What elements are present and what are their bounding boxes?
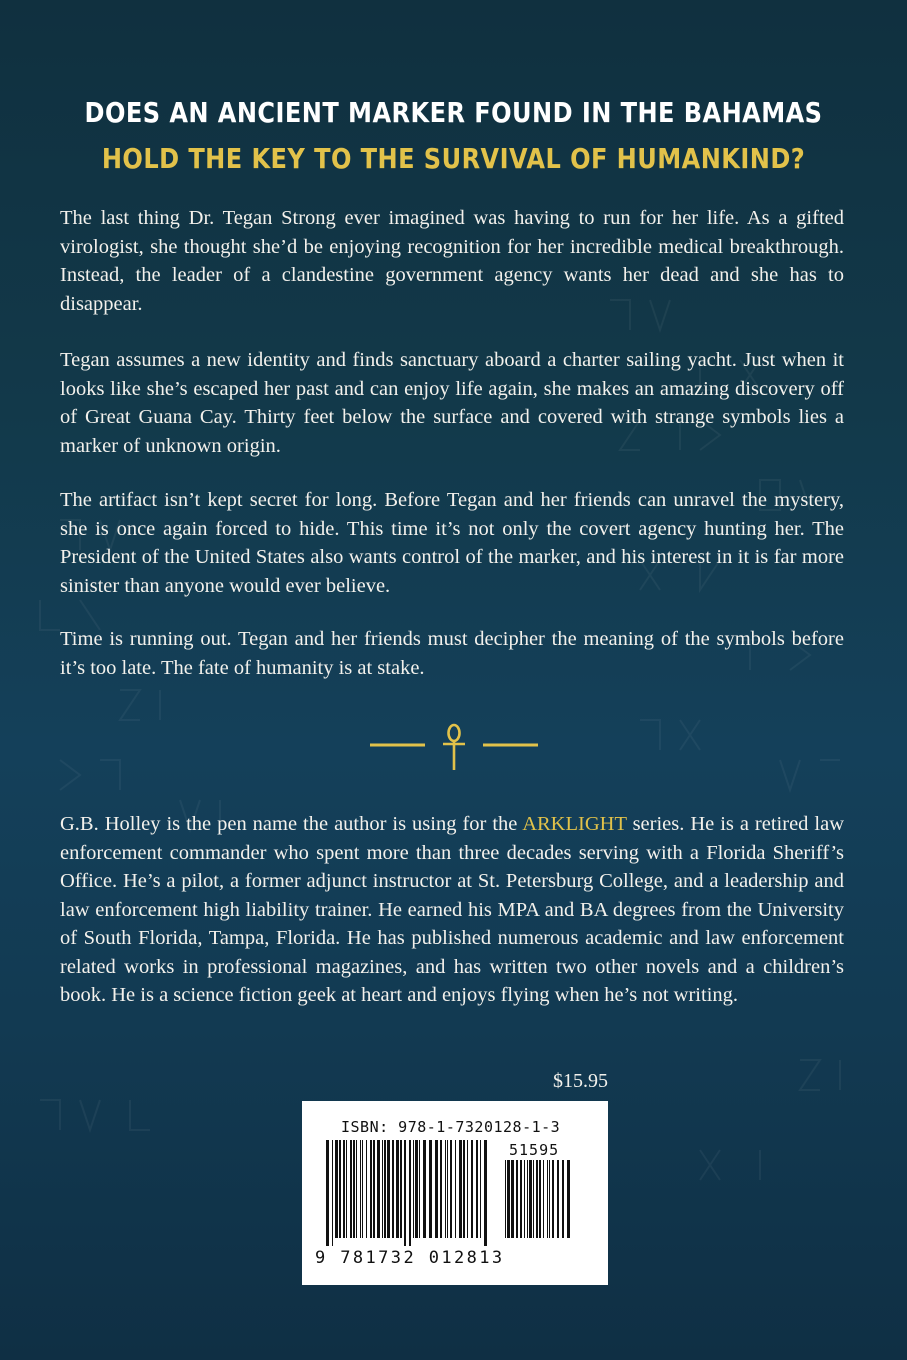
ean-digits: 9 781732 012813 bbox=[315, 1248, 505, 1268]
barcode-bar bbox=[392, 1140, 394, 1238]
barcode-bar bbox=[335, 1140, 338, 1238]
ankh-icon bbox=[443, 725, 465, 770]
barcode-bar bbox=[533, 1160, 534, 1238]
barcode-bar bbox=[476, 1140, 478, 1238]
barcode-bar bbox=[382, 1140, 383, 1238]
barcode-bar bbox=[447, 1140, 448, 1238]
synopsis-paragraph-4: Time is running out. Tegan and her friends must decipher the meaning of the symbols before it’s too late. The fate of humanity is at stake. bbox=[60, 628, 844, 679]
barcode-bar bbox=[396, 1140, 399, 1238]
barcode-bar bbox=[326, 1140, 329, 1246]
headline-line-1: DOES AN ANCIENT MARKER FOUND IN THE BAHAMAS bbox=[84, 96, 823, 129]
barcode-bar bbox=[353, 1140, 355, 1238]
ean-barcode bbox=[326, 1140, 490, 1246]
barcode-bar bbox=[450, 1140, 452, 1238]
barcode-bar bbox=[387, 1140, 390, 1238]
isbn-label: ISBN: 978-1-7320128-1-3 bbox=[341, 1118, 561, 1136]
barcode-bar bbox=[415, 1140, 418, 1238]
barcode-bar bbox=[409, 1140, 411, 1246]
barcode-bar bbox=[440, 1140, 442, 1238]
barcode-bar bbox=[527, 1160, 528, 1238]
barcode-bar bbox=[549, 1160, 550, 1238]
synopsis-paragraph-2: Tegan assumes a new identity and finds sanctuary aboard a charter sailing yacht. Just when it looks like she’s escaped her past and can enjoy life again, she makes an amazing discovery off of Great Guana Cay. Thirty feet below the surface and covered with strange symbols lies a marker of unknown origin. bbox=[60, 349, 844, 457]
author-bio-intro: G.B. Holley is the pen name the author is using for the bbox=[60, 813, 523, 835]
barcode-bar bbox=[505, 1160, 506, 1238]
barcode-bar bbox=[557, 1160, 559, 1238]
synopsis-paragraph-3: The artifact isn’t kept secret for long. Before Tegan and her friends can unravel the mystery, she is once again forced to hide. This time it’s not only the covert agency hunting her. The President of the United States also wants control of the marker, and his interest in it is far more sinister than anyone would ever believe. bbox=[60, 489, 844, 597]
barcode-bar bbox=[366, 1140, 367, 1238]
barcode-bar bbox=[423, 1140, 426, 1238]
barcode-bar bbox=[484, 1140, 487, 1246]
barcode-bar bbox=[536, 1160, 538, 1238]
barcode-bar bbox=[507, 1160, 510, 1238]
barcode-bar bbox=[463, 1140, 465, 1238]
section-divider bbox=[0, 722, 907, 774]
addon-barcode bbox=[505, 1160, 571, 1246]
barcode-bar bbox=[552, 1160, 554, 1238]
author-bio bbox=[60, 810, 844, 1010]
barcode-bar bbox=[524, 1160, 525, 1238]
barcode-bar bbox=[567, 1160, 570, 1238]
barcode-bar bbox=[339, 1140, 341, 1238]
barcode-bar bbox=[480, 1140, 481, 1238]
barcode-bar bbox=[400, 1140, 402, 1238]
barcode-bar bbox=[520, 1160, 522, 1238]
barcode-bar bbox=[346, 1140, 347, 1238]
barcode-bar bbox=[471, 1140, 473, 1238]
synopsis-paragraph-1: The last thing Dr. Tegan Strong ever imagined was having to run for her life. As a gifted virologist, she thought she’d be enjoying recognition for her incredible medical breakthrough. Instead, the leader of a clandestine government agency wants her dead and she has to disappear. bbox=[60, 207, 844, 315]
barcode-bar bbox=[467, 1140, 468, 1238]
barcode-bar bbox=[373, 1140, 375, 1238]
barcode-bar bbox=[419, 1140, 420, 1238]
barcode-bar bbox=[529, 1160, 532, 1238]
barcode-bar bbox=[429, 1140, 432, 1238]
barcode-bar bbox=[370, 1140, 372, 1238]
barcode-bar bbox=[435, 1140, 438, 1238]
barcode-bar bbox=[343, 1140, 345, 1238]
barcode-bar bbox=[543, 1160, 544, 1238]
price: $15.95 bbox=[553, 1070, 608, 1092]
series-name: ARKLIGHT bbox=[522, 813, 627, 835]
barcode-bar bbox=[356, 1140, 357, 1238]
barcode-bar bbox=[404, 1140, 406, 1246]
price-addon-code: 51595 bbox=[509, 1141, 560, 1159]
barcode-bar bbox=[455, 1140, 456, 1238]
barcode-bar bbox=[332, 1140, 333, 1246]
author-bio-body: series. He is a retired law enforcement commander who spent more than three decades serving with a Florida Sheriff’s Office. He’s a pilot, a former adjunct instructor at St. Petersburg College, and a leadership and law enforcement high liability trainer. He earned his MPA and BA degrees from the University of South Florida, Tampa, Florida. He has published numerous academic and law enforcement related works in professional magazines, and has written two other novels and a children’s book. He is a science fiction geek at heart and enjoys flying when he’s not writing. bbox=[60, 813, 844, 1006]
barcode-bar bbox=[377, 1140, 380, 1238]
barcode-bar bbox=[459, 1140, 462, 1238]
barcode-bar bbox=[413, 1140, 414, 1238]
barcode-bar bbox=[350, 1140, 352, 1238]
barcode-bar bbox=[445, 1140, 446, 1238]
barcode-bar bbox=[362, 1140, 363, 1238]
barcode-bar bbox=[384, 1140, 386, 1238]
headline-line-2: HOLD THE KEY TO THE SURVIVAL OF HUMANKIND? bbox=[101, 142, 806, 175]
barcode-bar bbox=[539, 1160, 541, 1238]
barcode-bar bbox=[511, 1160, 514, 1238]
barcode-bar bbox=[360, 1140, 361, 1238]
barcode-bar bbox=[547, 1160, 548, 1238]
barcode-bar bbox=[516, 1160, 518, 1238]
barcode-bar bbox=[562, 1160, 564, 1238]
